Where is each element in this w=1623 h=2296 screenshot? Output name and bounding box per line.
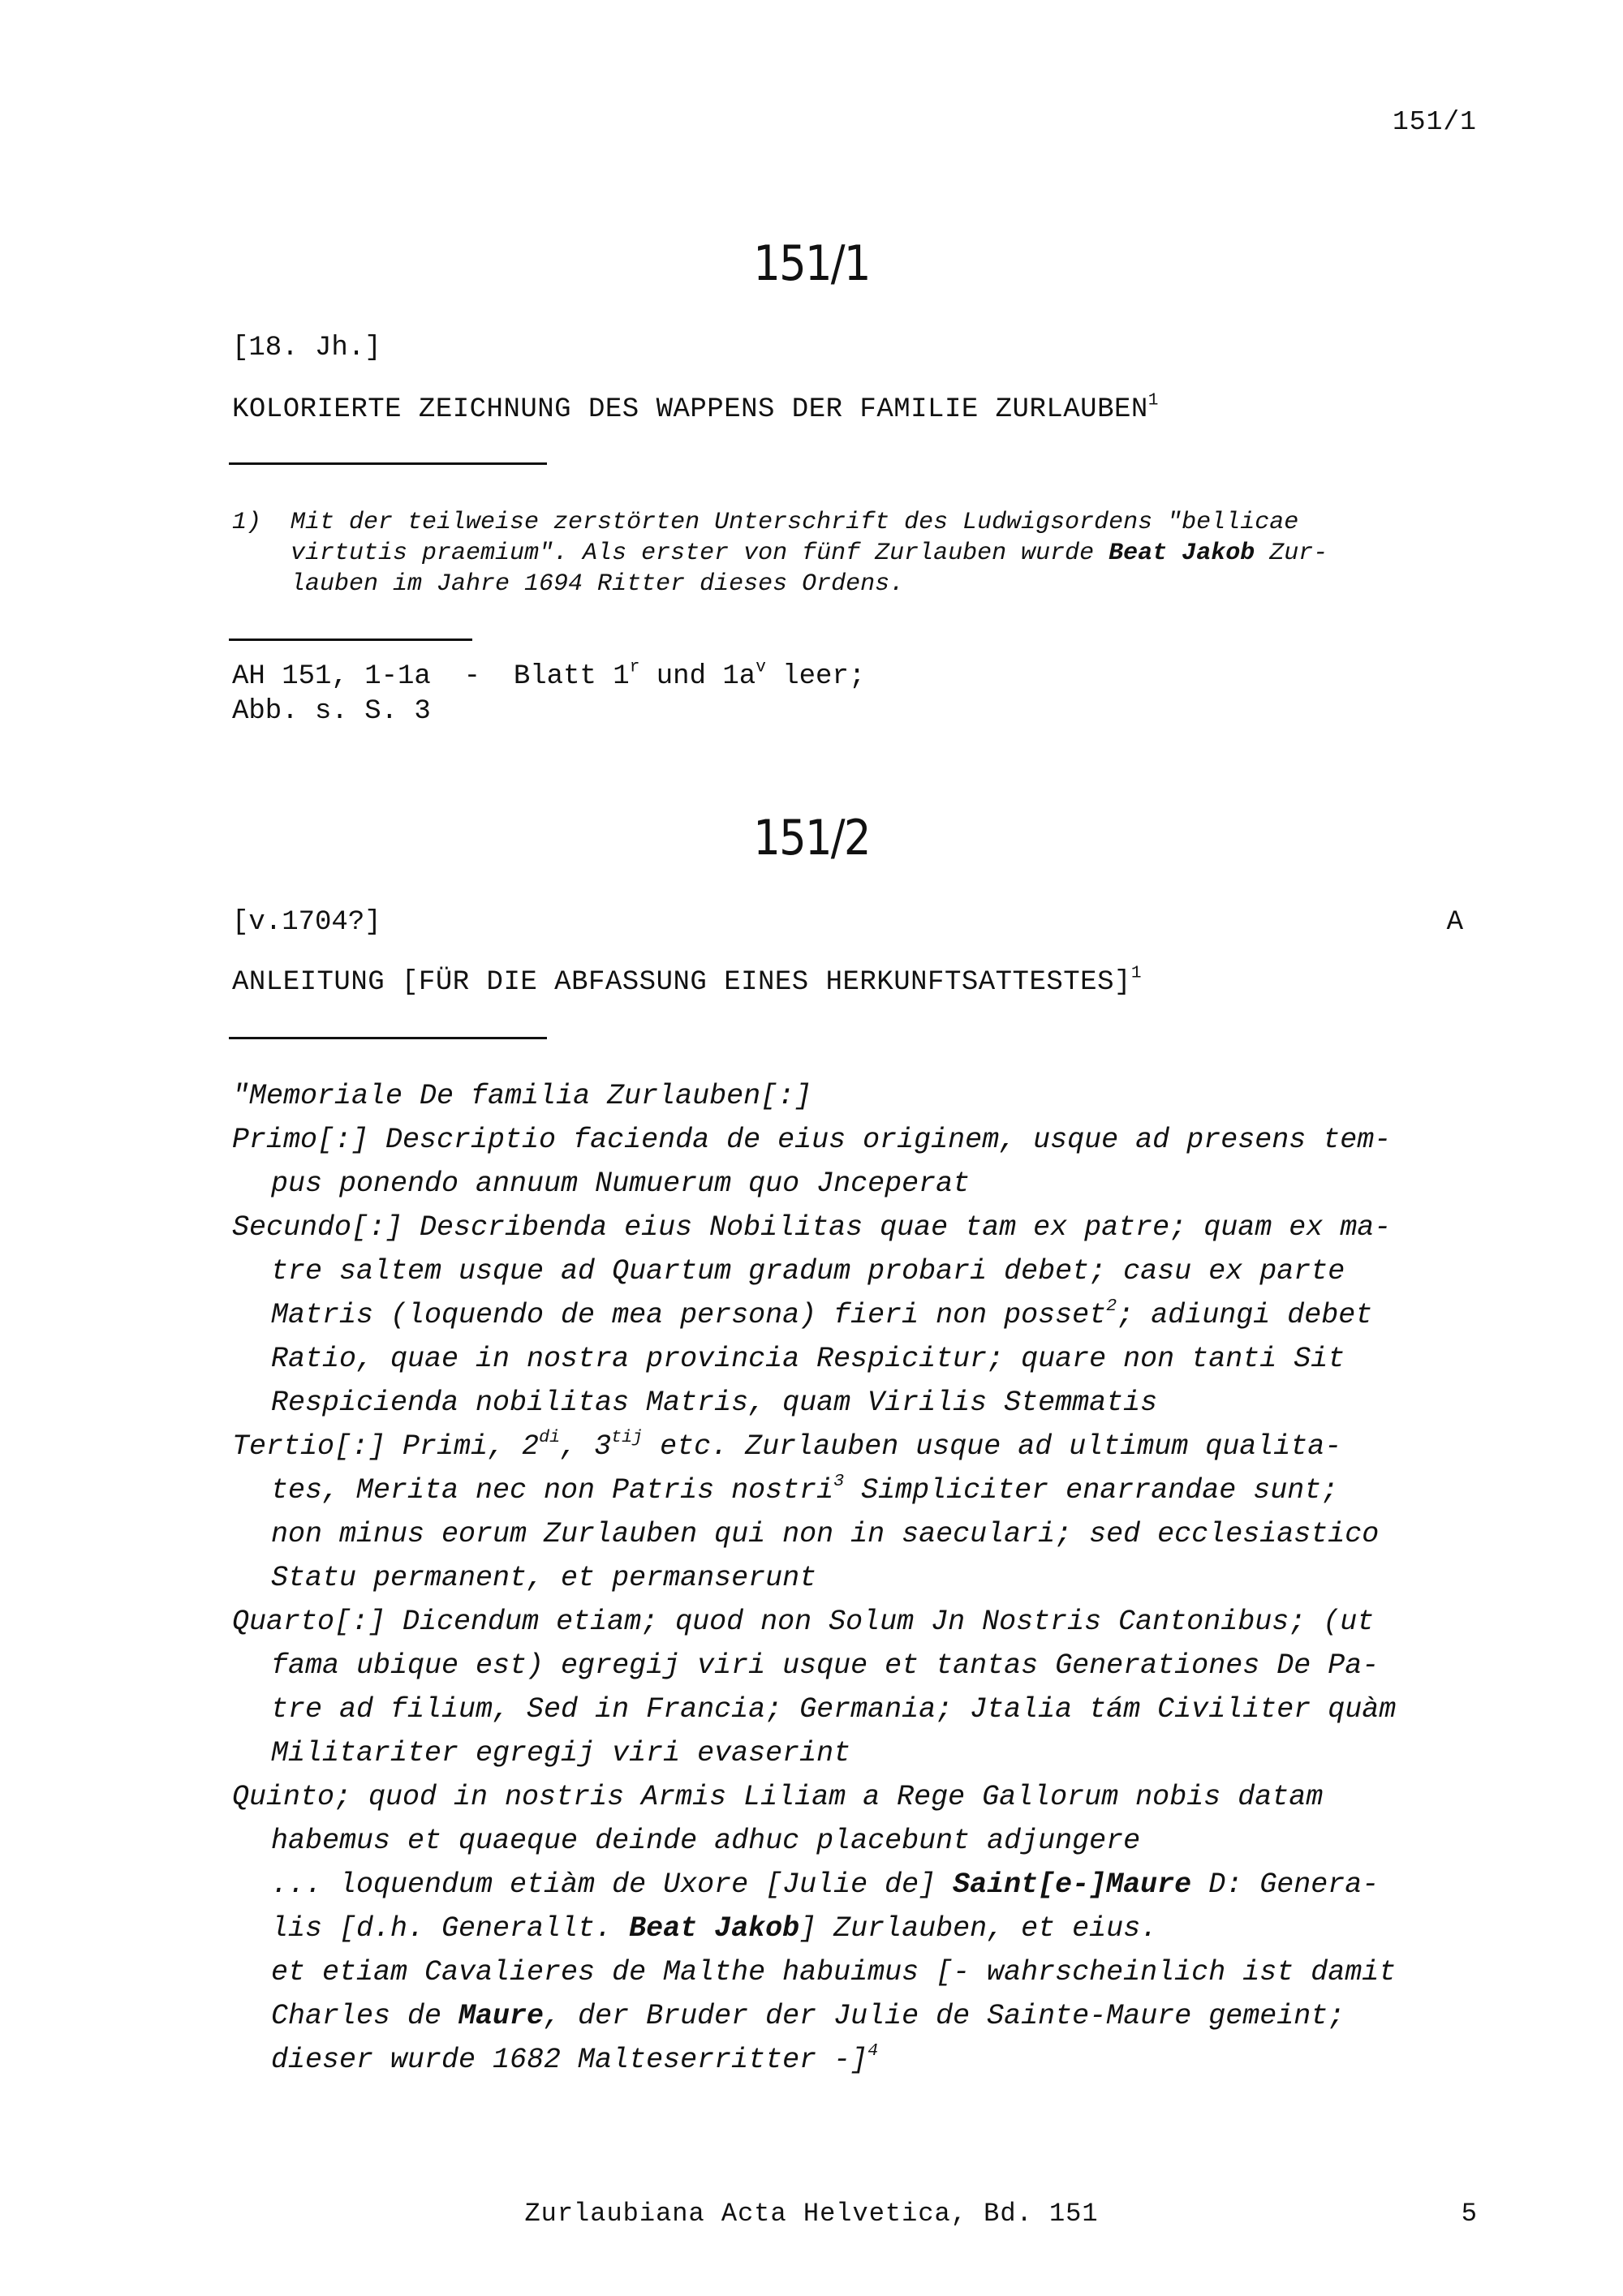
text-separator — [229, 1037, 547, 1039]
text-line: fama ubique est) egregij viri usque et tantas Generationes De Pa- — [271, 1649, 1380, 1682]
entry1-title — [232, 390, 1159, 425]
shelfmark-separator — [229, 638, 472, 641]
shelf-note-start: Blatt 1 — [513, 661, 630, 692]
text-line: lis [d.h. Generallt. — [271, 1912, 630, 1945]
text-line: tes, Merita nec non Patris nostri — [271, 1474, 834, 1507]
text-line: Statu permanent, et permanserunt — [271, 1562, 817, 1594]
footnote-line-1: Mit der teilweise zerstörten Unterschrift des Ludwigsordens "bellicae — [291, 509, 1299, 536]
footnote-line-2 — [232, 540, 1328, 567]
shelfmark: AH 151, 1-1a — [232, 661, 431, 692]
text-line: Quarto[:] Dicendum etiam; quod non Solum Jn Nostris Cantonibus; (ut — [232, 1606, 1375, 1638]
footnote-marker: 1) — [232, 509, 262, 536]
text-line: ; adiungi debet — [1117, 1299, 1373, 1331]
footnote-line-2-text: virtutis praemium". Als erster von fünf Zurlauben wurde — [291, 540, 1109, 567]
shelf-note — [513, 657, 866, 692]
illustration-reference: Abb. s. S. 3 — [232, 696, 431, 727]
text-line: "Memoriale De familia Zurlauben[:] — [232, 1080, 812, 1112]
text-line: tre saltem usque ad Quartum gradum probari debet; casu ex parte — [271, 1255, 1345, 1288]
recto-mark: r — [629, 657, 640, 677]
text-line: et etiam Cavalieres de Malthe habuimus [- wahrscheinlich ist damit — [271, 1956, 1397, 1989]
entry-number-151-1: 151/1 — [753, 235, 870, 292]
paragraph-secundo — [232, 1206, 1498, 1425]
text-line: , 3 — [560, 1430, 612, 1463]
text-line: tre ad filium, Sed in Francia; Germania; Jtalia tám Civiliter quàm — [271, 1693, 1397, 1726]
footnote-line-3: lauben im Jahre 1694 Ritter dieses Ordens. — [291, 570, 905, 598]
footer-series-title: Zurlaubiana Acta Helvetica, Bd. 151 — [524, 2199, 1099, 2229]
shelf-note-mid: und 1a — [639, 661, 756, 692]
entry1-date: [18. Jh.] — [232, 333, 381, 363]
text-line: pus ponendo annuum Numuerum quo Jnceperat — [271, 1167, 971, 1200]
text-line: ] Zurlauben, et eius. — [799, 1912, 1158, 1945]
text-line: Matris (loquendo de mea persona) fieri non posset — [271, 1299, 1107, 1331]
entry2-title-text: ANLEITUNG [FÜR DIE ABFASSUNG EINES HERKUNFTSATTESTES] — [232, 967, 1131, 998]
note-mark: 3 — [833, 1470, 845, 1491]
paragraph-quarto — [232, 1600, 1498, 1775]
text-line: Simpliciter enarrandae sunt; — [844, 1474, 1339, 1507]
footnote-separator — [229, 462, 547, 465]
text-line: Primo[:] Descriptio facienda de eius originem, usque ad presens tem- — [232, 1124, 1392, 1156]
entry1-shelfmark-block — [232, 657, 866, 729]
text-line: D: Genera- — [1191, 1868, 1380, 1901]
text-line: etc. Zurlauben usque ad ultimum qualita- — [643, 1430, 1342, 1463]
paragraph-continuation — [232, 1863, 1498, 2082]
verso-mark: v — [756, 657, 766, 677]
text-line: Militariter egregij viri evaserint — [271, 1737, 851, 1769]
text-line: non minus eorum Zurlauben qui non in saeculari; sed ecclesiastico — [271, 1518, 1380, 1550]
entry1-footnote — [232, 507, 1328, 600]
text-line: ... loquendum etiàm de Uxore [Julie de] — [271, 1868, 954, 1901]
paragraph-tertio — [232, 1425, 1498, 1600]
footnote-bold-name: Beat Jakob — [1109, 540, 1255, 567]
text-line: habemus et quaeque deinde adhuc placebunt adjungere — [271, 1825, 1141, 1857]
text-line: Charles de — [271, 2000, 459, 2032]
entry-number-151-2: 151/2 — [753, 810, 870, 866]
text-line: Secundo[:] Describenda eius Nobilitas quae tam ex patre; quam ex ma- — [232, 1211, 1392, 1244]
bold-name: Beat Jakob — [629, 1912, 800, 1945]
ordinal-sup: tij — [611, 1426, 644, 1447]
paragraph-primo — [232, 1118, 1498, 1206]
page-number: 5 — [1461, 2199, 1477, 2229]
entry1-title-text: KOLORIERTE ZEICHNUNG DES WAPPENS DER FAMILIE ZURLAUBEN — [232, 394, 1148, 425]
bold-name: Saint[e-]Maure — [953, 1868, 1192, 1901]
entry2-title-note-mark: 1 — [1130, 963, 1143, 983]
note-mark: 2 — [1106, 1295, 1117, 1316]
running-head: 151/1 — [1392, 107, 1477, 137]
entry2-title — [232, 963, 1143, 998]
entry2-date: [v.1704?] — [232, 907, 381, 938]
entry2-document-letter: A — [1446, 907, 1463, 938]
entry1-title-note-mark: 1 — [1147, 390, 1159, 411]
paragraph-quinto — [232, 1775, 1498, 1863]
text-line: Ratio, quae in nostra provincia Respicitur; quare non tanti Sit — [271, 1343, 1345, 1375]
text-line: , der Bruder der Julie de Sainte-Maure gemeint; — [544, 2000, 1345, 2032]
shelf-note-end: leer; — [765, 661, 866, 692]
footnote-line-2-end: Zur- — [1255, 540, 1328, 567]
ordinal-sup: di — [539, 1426, 561, 1447]
note-mark: 4 — [867, 2040, 879, 2061]
text-line: Tertio[:] Primi, 2 — [232, 1430, 540, 1463]
text-line: dieser wurde 1682 Malteserritter -] — [271, 2044, 868, 2076]
bold-name: Maure — [458, 2000, 545, 2032]
text-line: Quinto; quod in nostris Armis Liliam a Rege Gallorum nobis datam — [232, 1781, 1324, 1813]
entry2-transcription — [232, 1074, 1498, 2082]
text-line: Respicienda nobilitas Matris, quam Virilis Stemmatis — [271, 1387, 1158, 1419]
shelfmark-separator-dash: - — [463, 661, 481, 692]
